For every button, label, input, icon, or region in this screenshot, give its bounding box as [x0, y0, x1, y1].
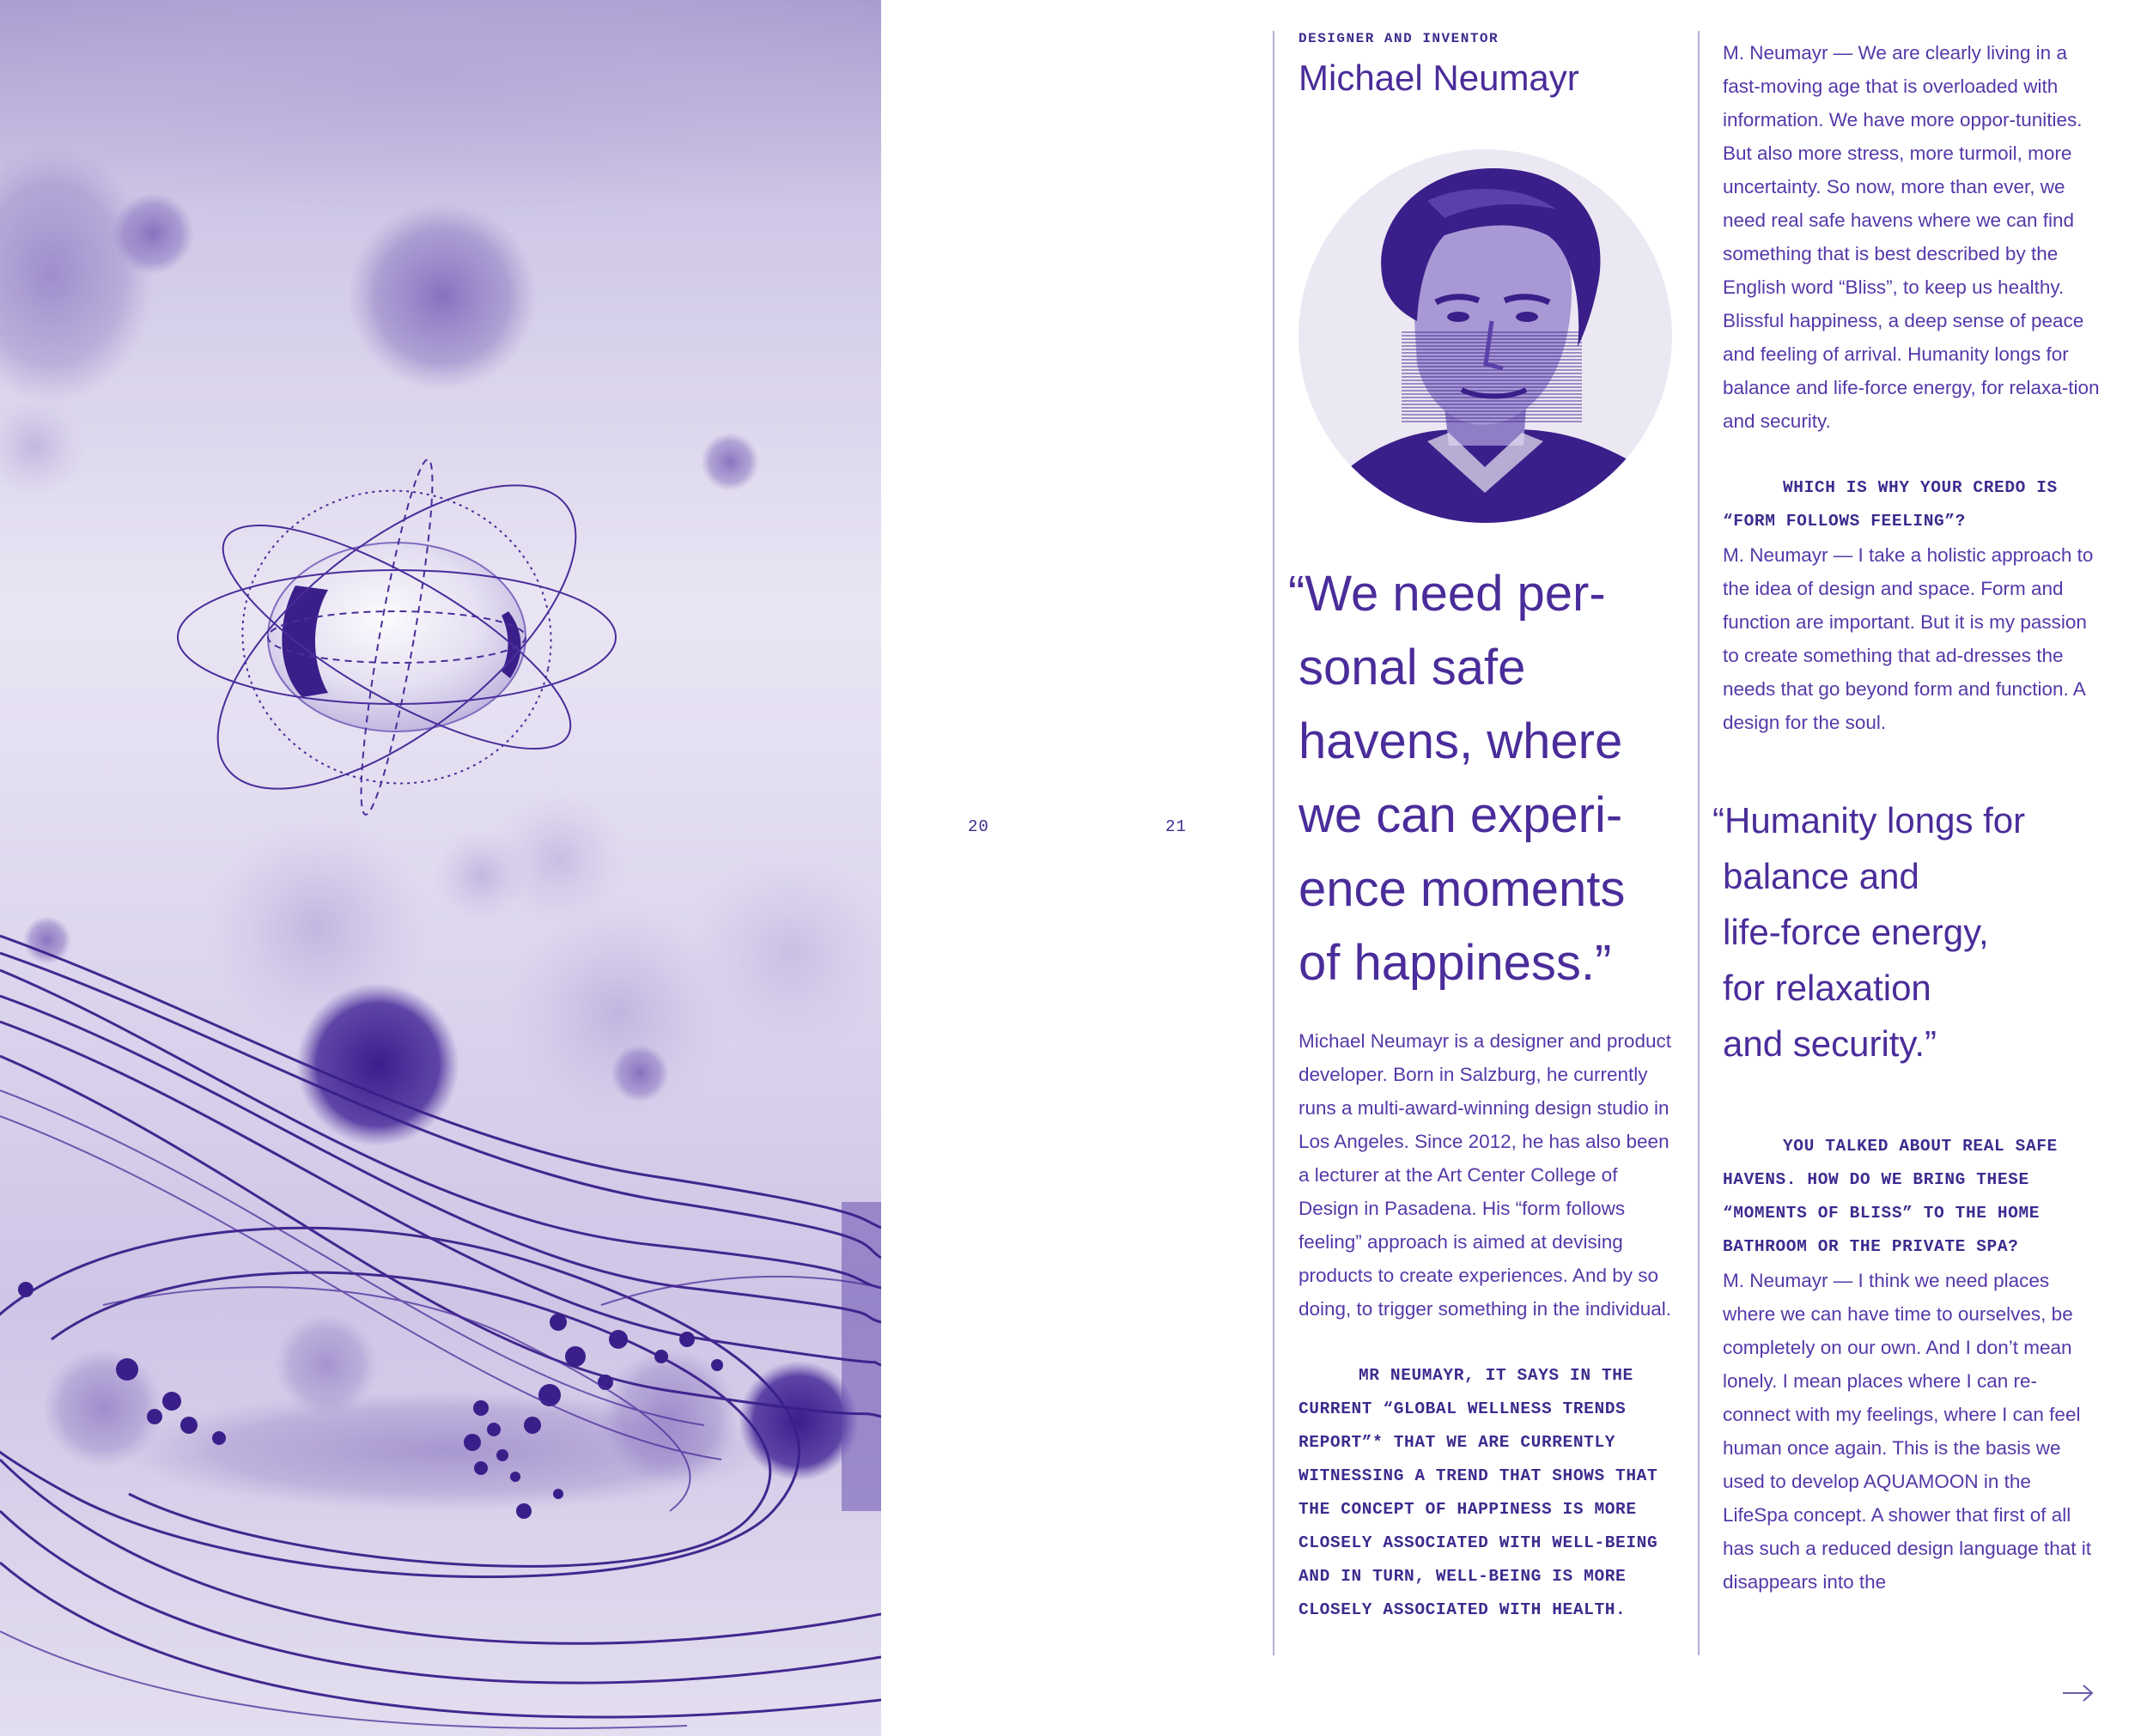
arrow-right-icon[interactable] [2061, 1683, 2095, 1703]
abstract-orbit-artwork [0, 0, 881, 1736]
column-divider [1273, 31, 1274, 1655]
pull-quote-line: ence moments [1299, 861, 1626, 917]
article-column-2 [1712, 36, 2101, 1599]
article-column-1 [1288, 31, 1676, 1627]
pull-quote-line: “Humanity longs for [1712, 800, 2026, 841]
pull-quote [1288, 557, 1676, 1000]
pull-quote-line: sonal safe [1299, 640, 1526, 695]
kicker: DESIGNER AND INVENTOR [1299, 31, 1499, 46]
portrait-image [1299, 149, 1672, 523]
pull-quote-line: “We need per- [1288, 566, 1606, 622]
page-number-left: 20 [968, 817, 989, 836]
column-divider [1698, 31, 1700, 1655]
interview-question: YOU TALKED ABOUT REAL SAFE HAVENS. HOW DO WE BRING THESE “MOMENTS OF BLISS” TO THE HOME BATHROOM OR THE PRIVATE SPA? [1723, 1137, 2058, 1256]
pull-quote-line: life-force energy, [1723, 912, 1989, 952]
page-title: Michael Neumayr [1299, 58, 1579, 98]
interview-answer: M. Neumayr — I think we need places where we can have time to ourselves, be completely on our own. And I don’t mean lonely. I mean places where I can re-connect with my feelings, where I can feel human once again. This is the basis we used to develop AQUAMOON in the LifeSpa concept. A shower that first of all has such a reduced design language that it disappears into the [1723, 1270, 2092, 1593]
author-bio: Michael Neumayr is a designer and product developer. Born in Salzburg, he currently runs a multi-award-winning design studio in Los Angeles. Since 2012, he has also been a lecturer at the Art Center College of Design in Pasadena. His “form follows feeling” approach is aimed at devising products to create experiences. And by so doing, to trigger something in the individual. [1299, 1030, 1672, 1320]
interview-answer: M. Neumayr — We are clearly living in a fast-moving age that is overloaded with information. We have more oppor-tunities. But also more stress, more turmoil, more uncertainty. So now, more than ever, we need real safe havens where we can find something that is best described by the English word “Bliss”, to keep us healthy. Blissful happiness, a deep sense of peace and feeling of arrival. Humanity longs for balance and life-force energy, for relaxa-tion and security. [1723, 42, 2100, 432]
pull-quote-line: of happiness.” [1299, 935, 1612, 991]
pull-quote-line: havens, where [1299, 713, 1623, 769]
pull-quote-line: for relaxation [1723, 968, 1931, 1008]
pull-quote [1712, 792, 2101, 1071]
page-number-right: 21 [1165, 817, 1187, 836]
pull-quote-line: we can experi- [1299, 787, 1623, 843]
interview-question: MR NEUMAYR, IT SAYS IN THE CURRENT “GLOBAL WELLNESS TRENDS REPORT”* THAT WE ARE CURRENTLY WITNESSING A TREND THAT SHOWS THAT THE CONCEPT OF HAPPINESS IS MORE CLOSELY ASSOCIATED WITH WELL-BEING AND IN TURN, WELL-BEING IS MORE CLOSELY ASSOCIATED WITH HEALTH. [1299, 1366, 1658, 1619]
interview-answer: M. Neumayr — I take a holistic approach to the idea of design and space. Form and function are important. But it is my passion to create something that ad-dresses the needs that go beyond form and function. A design for the soul. [1723, 544, 2094, 733]
pull-quote-line: balance and [1723, 856, 1919, 896]
pull-quote-line: and security.” [1723, 1023, 1937, 1064]
interview-question: WHICH IS WHY YOUR CREDO IS “FORM FOLLOWS FEELING”? [1723, 478, 2058, 531]
